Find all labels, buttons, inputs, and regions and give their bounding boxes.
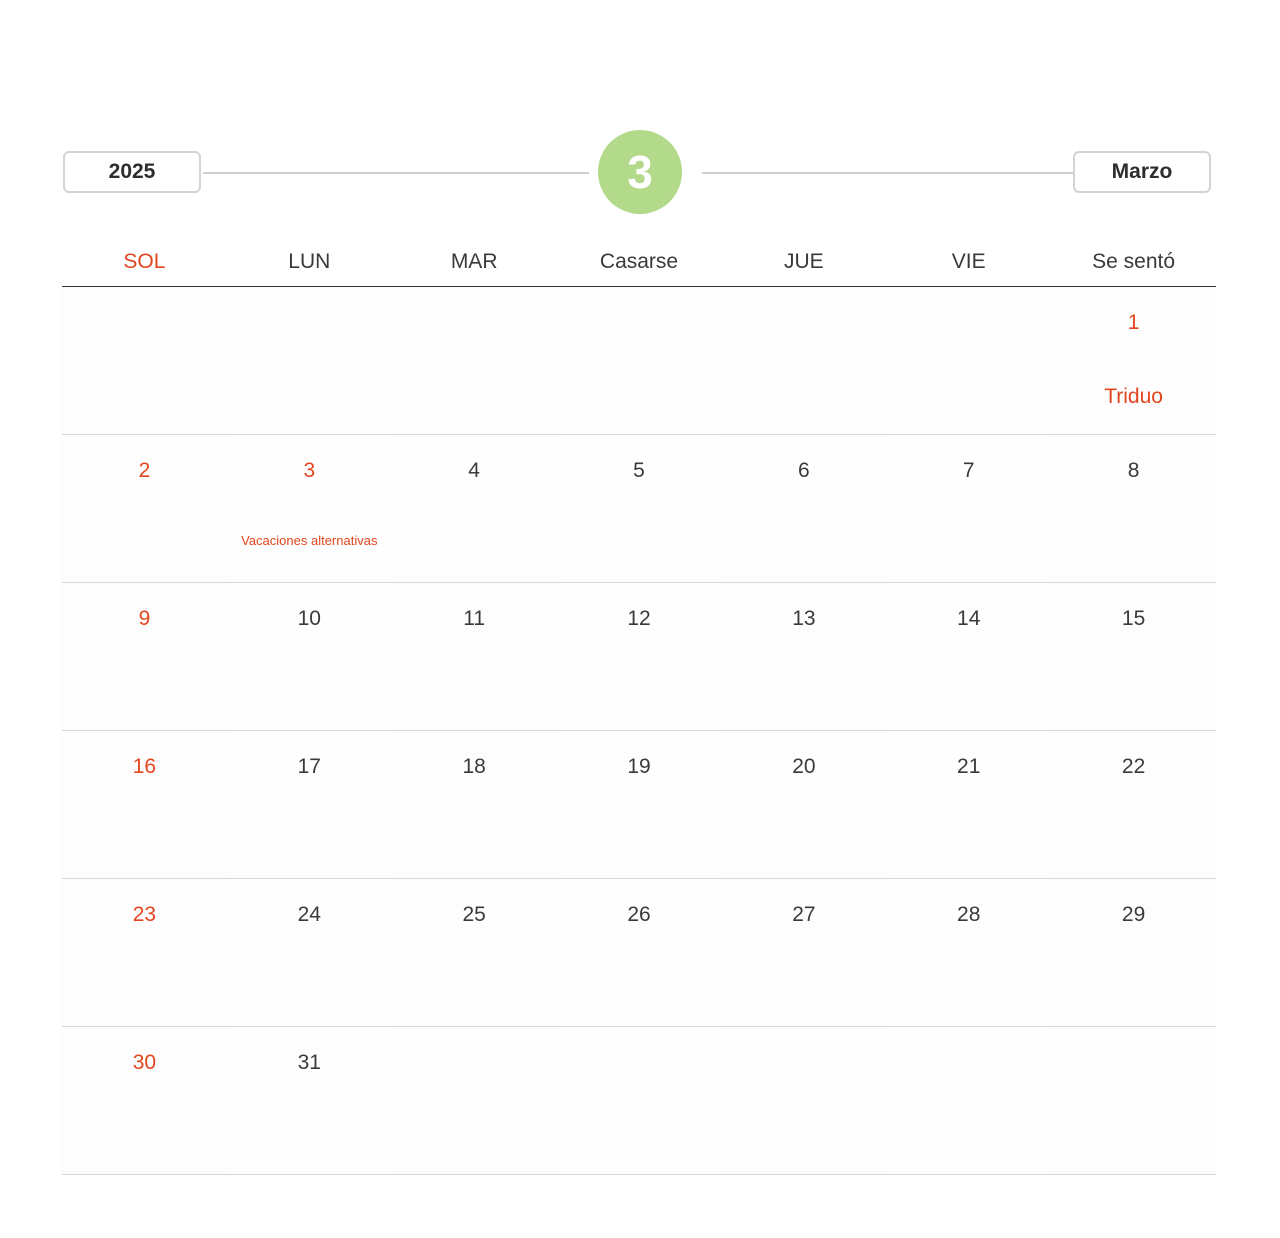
day-number: 25	[462, 903, 486, 926]
empty-day-cell	[721, 287, 886, 434]
day-number: 26	[627, 903, 651, 926]
day-number: 5	[633, 459, 645, 482]
day-number: 8	[1127, 459, 1140, 482]
weekday-tue: MAR	[450, 250, 498, 273]
weekday-fri: VIE	[951, 250, 986, 273]
header-divider-right	[702, 172, 1074, 174]
calendar-header	[62, 130, 1216, 216]
day-number: 7	[962, 459, 975, 482]
empty-day-cell	[886, 287, 1051, 434]
day-number: 22	[1121, 755, 1146, 778]
day-cell[interactable]	[557, 879, 722, 1026]
day-cell[interactable]	[1051, 731, 1216, 878]
day-number: 23	[132, 903, 157, 926]
day-number: 29	[1121, 903, 1146, 926]
holiday-note: Vacaciones alternativas	[241, 533, 378, 548]
month-number-badge: 3	[598, 130, 682, 214]
day-number: 19	[627, 755, 651, 778]
day-number: 15	[1121, 607, 1146, 630]
day-cell[interactable]	[227, 1027, 392, 1174]
day-cell[interactable]	[62, 583, 227, 730]
day-number: 17	[297, 755, 321, 778]
day-cell[interactable]	[886, 583, 1051, 730]
empty-day-cell	[557, 1027, 722, 1174]
day-cell[interactable]	[886, 731, 1051, 878]
week-row	[62, 1027, 1216, 1175]
weekday-mon: LUN	[288, 250, 331, 273]
day-number: 20	[792, 755, 816, 778]
day-number: 1	[1127, 311, 1140, 334]
empty-day-cell	[62, 287, 227, 434]
weekday-sat: Se sentó	[1092, 250, 1176, 273]
day-cell[interactable]	[1051, 583, 1216, 730]
empty-day-cell	[886, 1027, 1051, 1174]
weekday-header-row	[62, 240, 1216, 287]
week-row	[62, 583, 1216, 731]
day-number: 10	[297, 607, 321, 630]
holiday-note: Triduo	[1104, 385, 1163, 408]
day-number: 18	[462, 755, 486, 778]
day-cell[interactable]	[1051, 435, 1216, 582]
day-cell[interactable]	[227, 731, 392, 878]
empty-day-cell	[1051, 1027, 1216, 1174]
header-divider-left	[203, 172, 589, 174]
week-row	[62, 879, 1216, 1027]
month-name-box: Marzo	[1073, 151, 1211, 193]
empty-day-cell	[721, 1027, 886, 1174]
day-number: 24	[297, 903, 321, 926]
day-cell[interactable]	[1051, 879, 1216, 1026]
week-row	[62, 287, 1216, 435]
year-box: 2025	[63, 151, 201, 193]
day-number: 14	[957, 607, 981, 630]
day-cell[interactable]	[1051, 287, 1216, 434]
week-row	[62, 435, 1216, 583]
day-cell[interactable]	[392, 879, 557, 1026]
weekday-thu: JUE	[784, 250, 824, 273]
day-cell[interactable]	[62, 731, 227, 878]
calendar-grid	[62, 287, 1216, 1175]
week-row	[62, 731, 1216, 879]
day-cell[interactable]	[62, 1027, 227, 1174]
day-number: 21	[957, 755, 981, 778]
empty-day-cell	[392, 1027, 557, 1174]
day-cell[interactable]	[227, 435, 392, 582]
empty-day-cell	[392, 287, 557, 434]
day-cell[interactable]	[886, 435, 1051, 582]
day-number: 2	[138, 459, 151, 482]
day-number: 4	[468, 459, 480, 482]
day-number: 12	[627, 607, 651, 630]
weekday-wed: Casarse	[599, 250, 679, 273]
day-cell[interactable]	[721, 879, 886, 1026]
empty-day-cell	[557, 287, 722, 434]
day-cell[interactable]	[392, 731, 557, 878]
day-number: 3	[303, 459, 316, 482]
day-cell[interactable]	[886, 879, 1051, 1026]
day-number: 16	[132, 755, 157, 778]
day-cell[interactable]	[62, 879, 227, 1026]
day-cell[interactable]	[721, 583, 886, 730]
day-cell[interactable]	[721, 731, 886, 878]
day-number: 13	[792, 607, 816, 630]
day-number: 28	[957, 903, 981, 926]
day-cell[interactable]	[392, 583, 557, 730]
day-number: 9	[138, 607, 151, 630]
day-cell[interactable]	[62, 435, 227, 582]
day-cell[interactable]	[392, 435, 557, 582]
day-number: 30	[132, 1051, 157, 1074]
day-number: 31	[297, 1051, 321, 1074]
day-number: 6	[798, 459, 810, 482]
day-cell[interactable]	[557, 731, 722, 878]
day-cell[interactable]	[557, 435, 722, 582]
day-cell[interactable]	[227, 879, 392, 1026]
weekday-sun: SOL	[123, 250, 166, 273]
day-cell[interactable]	[721, 435, 886, 582]
day-number: 27	[792, 903, 816, 926]
empty-day-cell	[227, 287, 392, 434]
day-cell[interactable]	[227, 583, 392, 730]
day-number: 11	[463, 607, 486, 630]
day-cell[interactable]	[557, 583, 722, 730]
